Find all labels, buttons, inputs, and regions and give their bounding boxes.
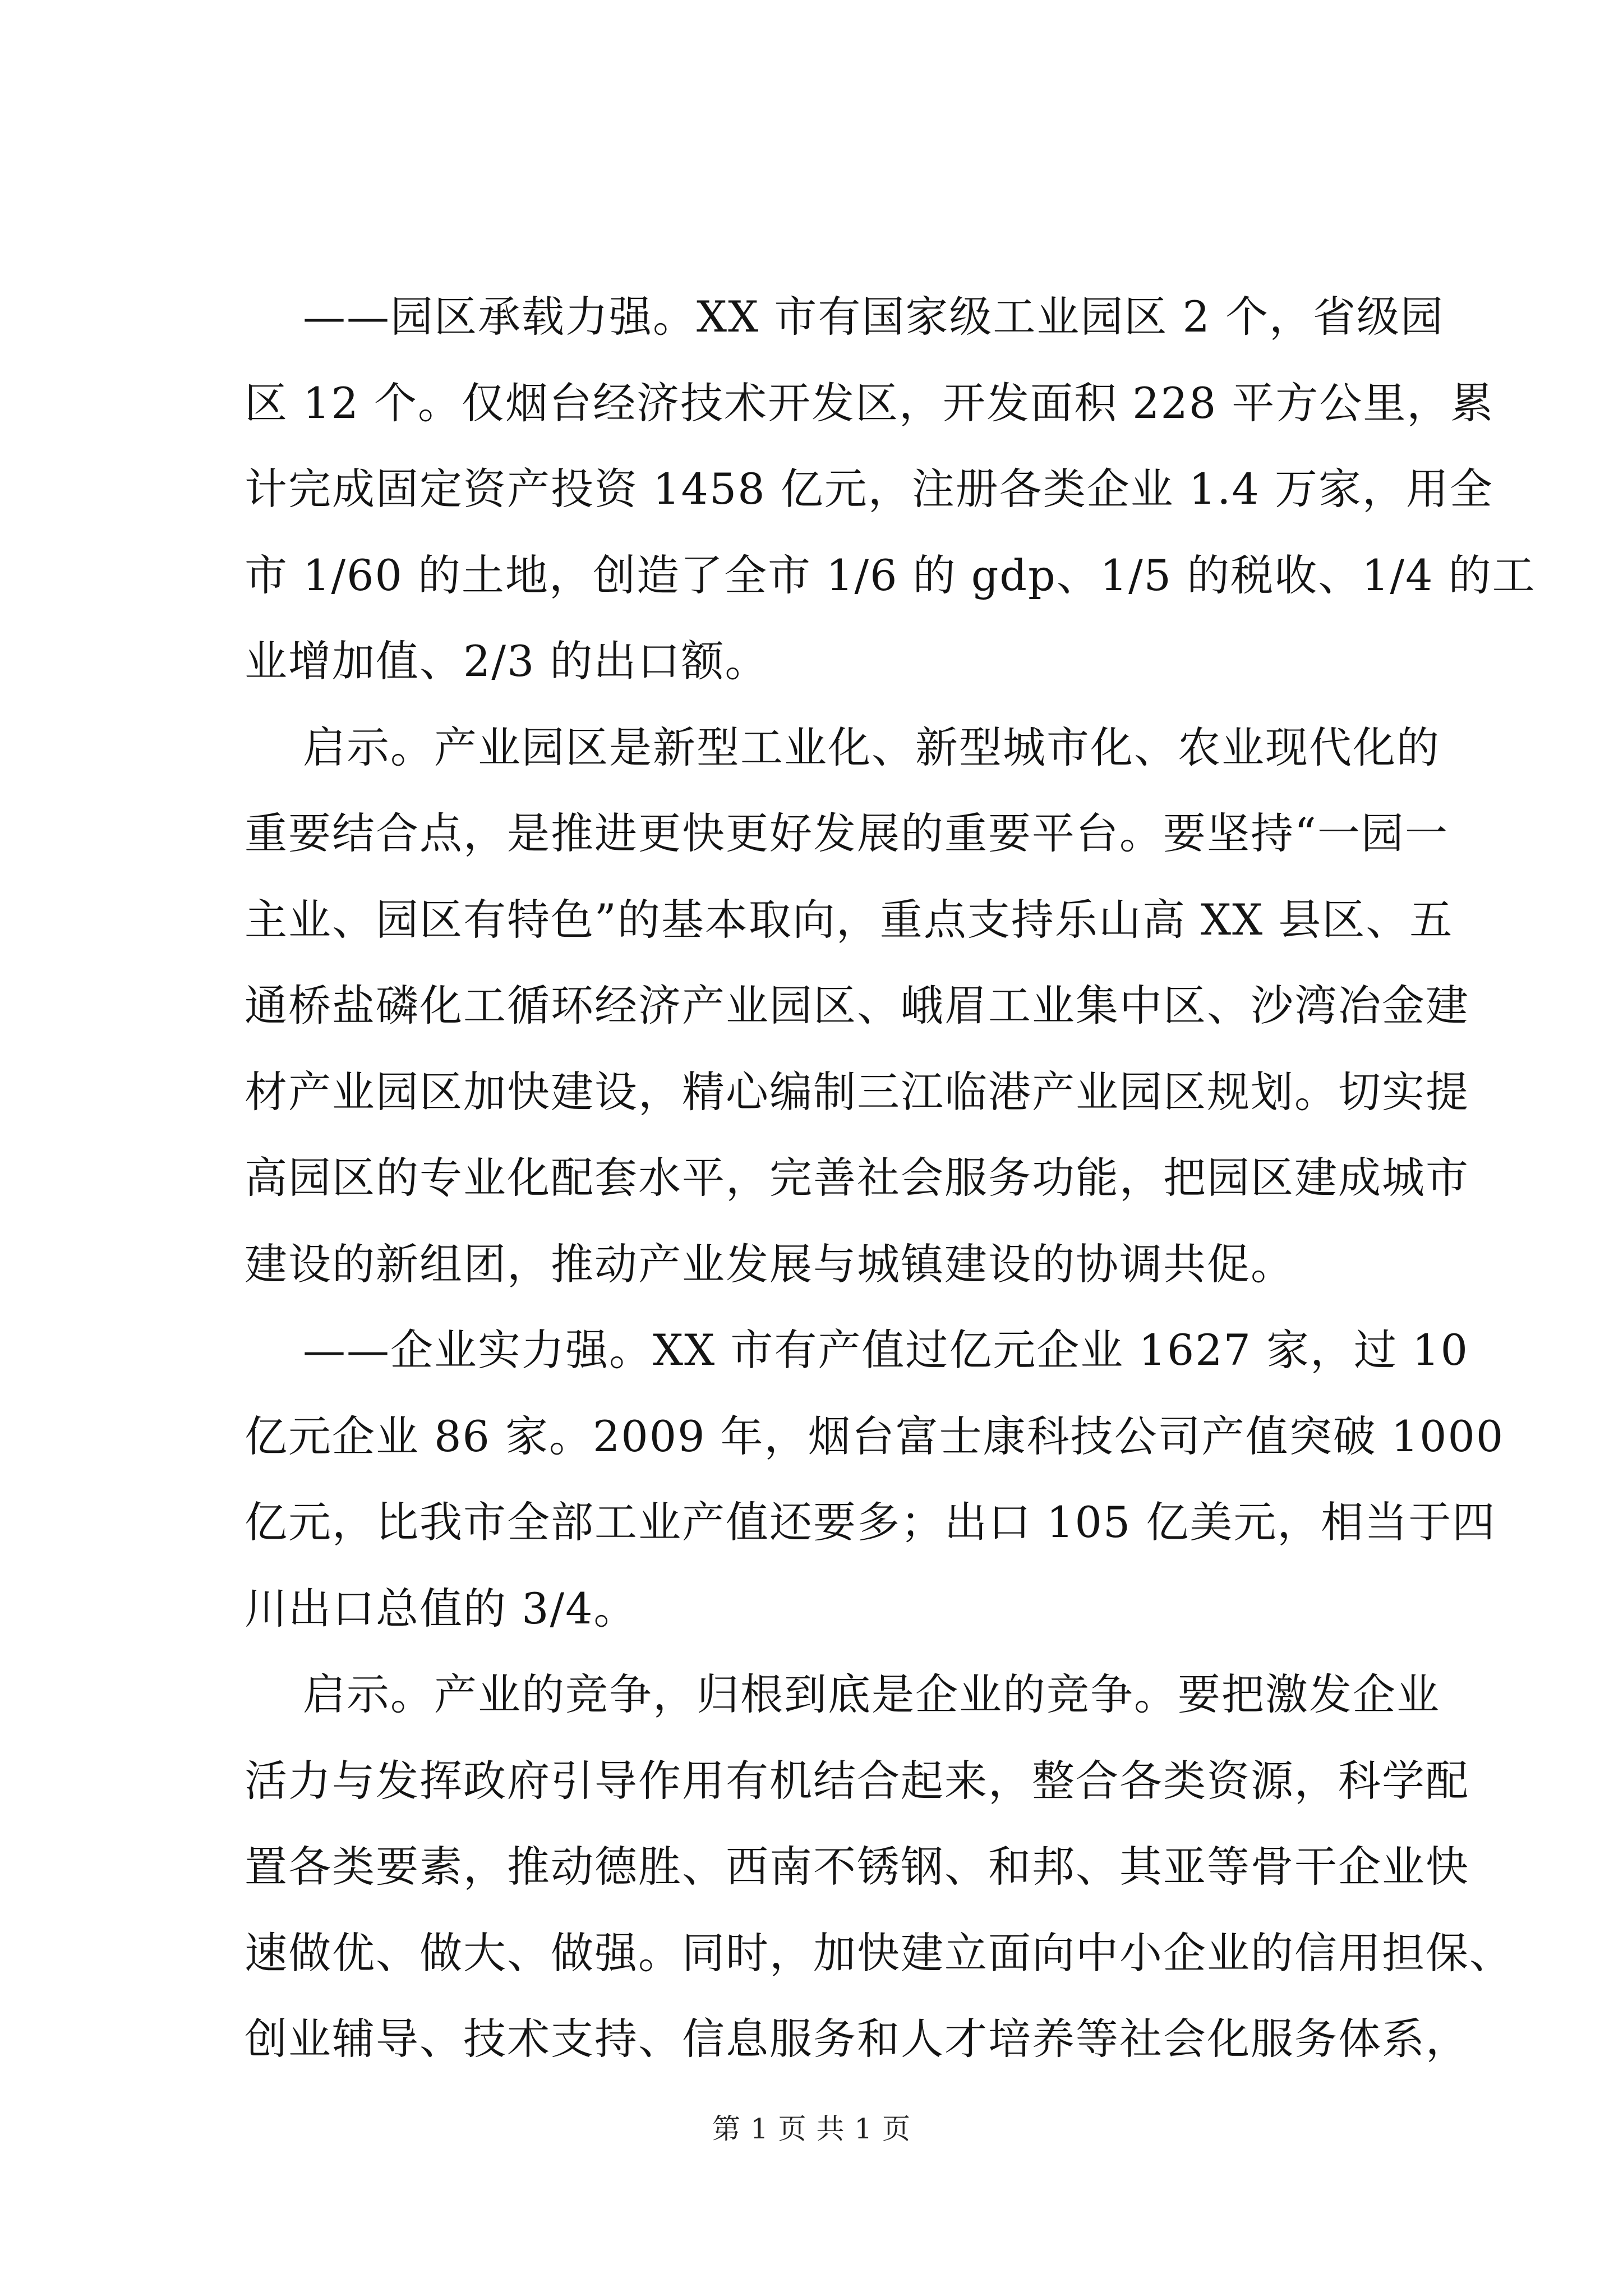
paragraph-1-line-1: ——园区承载力强。XX 市有国家级工业园区 2 个，省级园 [303,292,1445,342]
paragraph-4-line-2: 活力与发挥政府引导作用有机结合起来，整合各类资源，科学配 [245,1756,1469,1806]
paragraph-4-line-5: 创业辅导、技术支持、信息服务和人才培养等社会化服务体系， [245,2014,1469,2064]
paragraph-3-line-2: 亿元企业 86 家。2009 年，烟台富士康科技公司产值突破 1000 [245,1411,1505,1461]
paragraph-1-line-3: 计完成固定资产投资 1458 亿元，注册各类企业 1.4 万家，用全 [245,464,1493,514]
paragraph-2-line-1: 启示。产业园区是新型工业化、新型城市化、农业现代化的 [303,723,1440,772]
page-number-footer: 第 1 页 共 1 页 [712,2113,911,2145]
paragraph-3-line-3: 亿元，比我市全部工业产值还要多；出口 105 亿美元，相当于四 [245,1497,1496,1547]
paragraph-2-line-4: 通桥盐磷化工循环经济产业园区、峨眉工业集中区、沙湾冶金建 [245,981,1469,1030]
paragraph-4-line-4: 速做优、做大、做强。同时，加快建立面向中小企业的信用担保、 [245,1928,1513,1978]
paragraph-1-line-2: 区 12 个。仅烟台经济技术开发区，开发面积 228 平方公里，累 [245,378,1495,428]
paragraph-2-line-5: 材产业园区加快建设，精心编制三江临港产业园区规划。切实提 [245,1067,1469,1117]
paragraph-2-line-6: 高园区的专业化配套水平，完善社会服务功能，把园区建成城市 [245,1153,1469,1203]
paragraph-3-line-1: ——企业实力强。XX 市有产值过亿元企业 1627 家，过 10 [303,1325,1469,1375]
paragraph-4-line-1: 启示。产业的竞争，归根到底是企业的竞争。要把激发企业 [303,1669,1440,1719]
paragraph-3-line-4: 川出口总值的 3/4。 [245,1584,638,1634]
paragraph-2-line-2: 重要结合点，是推进更快更好发展的重要平台。要坚持“一园一 [245,808,1449,858]
paragraph-4-line-3: 置各类要素，推动德胜、西南不锈钢、和邦、其亚等骨干企业快 [245,1842,1469,1892]
paragraph-2-line-3: 主业、园区有特色”的基本取向，重点支持乐山高 XX 县区、五 [245,895,1454,945]
paragraph-1-line-5: 业增加值、2/3 的出口额。 [245,636,769,686]
paragraph-2-line-7: 建设的新组团，推动产业发展与城镇建设的协调共促。 [245,1239,1294,1289]
paragraph-1-line-4: 市 1/60 的土地，创造了全市 1/6 的 gdp、1/5 的税收、1/4 的工 [245,550,1536,600]
